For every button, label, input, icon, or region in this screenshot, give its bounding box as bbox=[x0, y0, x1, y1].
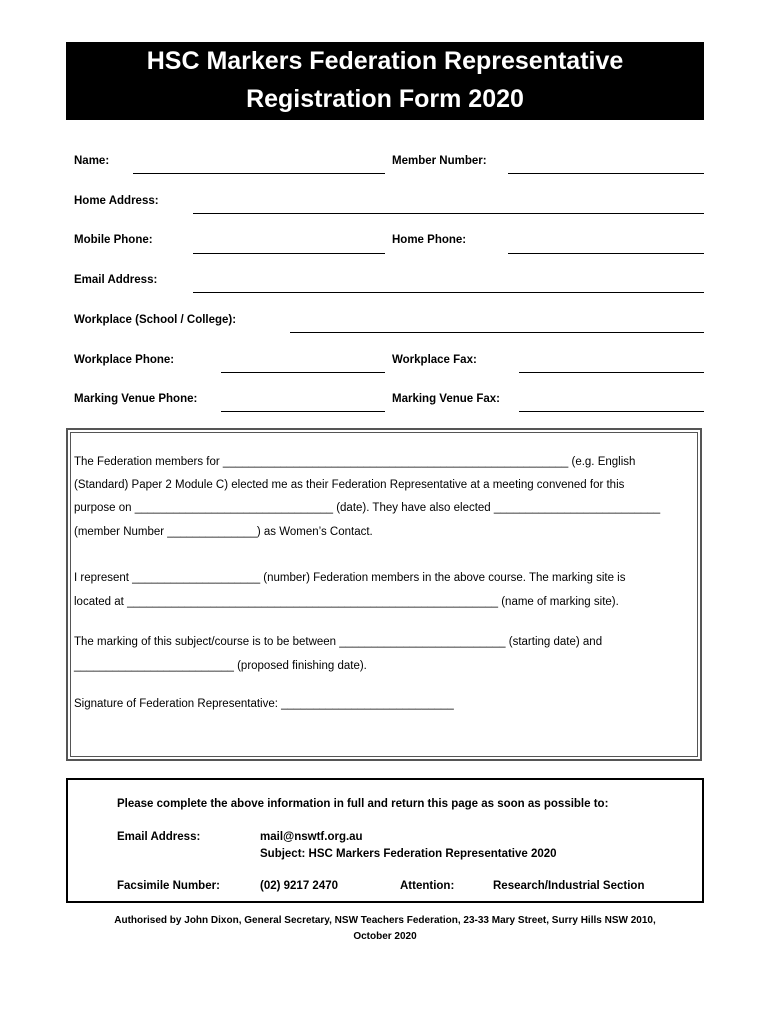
signature-line: Signature of Federation Representative: ___________________________ bbox=[74, 698, 454, 710]
workplace-fax-field[interactable] bbox=[519, 372, 704, 373]
workplace-label: Workplace (School / College): bbox=[74, 314, 237, 326]
marking-venue-fax-field[interactable] bbox=[519, 411, 704, 412]
member-number-field[interactable] bbox=[508, 173, 704, 174]
marking-venue-fax-label: Marking Venue Fax: bbox=[392, 393, 501, 405]
workplace-phone-field[interactable] bbox=[221, 372, 385, 373]
declaration-line-2: (Standard) Paper 2 Module C) elected me as their Federation Representative at a meeting convened for this bbox=[74, 479, 625, 491]
declaration-line-4: (member Number ______________) as Women’s Contact. bbox=[74, 526, 373, 538]
declaration-line-8: _________________________ (proposed finishing date). bbox=[74, 660, 367, 672]
contact-email-label: Email Address: bbox=[117, 831, 201, 843]
email-address-field[interactable] bbox=[193, 292, 704, 293]
name-field[interactable] bbox=[133, 173, 385, 174]
footer-date: October 2020 bbox=[353, 931, 417, 942]
email-address-label: Email Address: bbox=[74, 274, 158, 286]
fax-value: (02) 9217 2470 bbox=[260, 880, 339, 892]
marking-venue-phone-label: Marking Venue Phone: bbox=[74, 393, 198, 405]
name-label: Name: bbox=[74, 155, 110, 167]
mobile-phone-field[interactable] bbox=[193, 253, 385, 254]
workplace-fax-label: Workplace Fax: bbox=[392, 354, 477, 366]
attention-label: Attention: bbox=[400, 880, 455, 892]
member-number-label: Member Number: bbox=[392, 155, 487, 167]
workplace-field[interactable] bbox=[290, 332, 704, 333]
declaration-line-3: purpose on _______________________________ (date). They have also elected __________________________ bbox=[74, 502, 661, 514]
declaration-line-5: I represent ____________________ (number) Federation members in the above course. The marking site is bbox=[74, 572, 626, 584]
footer-authorisation: Authorised by John Dixon, General Secretary, NSW Teachers Federation, 23-33 Mary Street, Surry Hills NSW 2010, bbox=[114, 915, 656, 926]
attention-value: Research/Industrial Section bbox=[493, 880, 645, 892]
return-instruction: Please complete the above information in full and return this page as soon as possible to: bbox=[117, 798, 609, 810]
mobile-phone-label: Mobile Phone: bbox=[74, 234, 153, 246]
home-phone-label: Home Phone: bbox=[392, 234, 467, 246]
contact-subject: Subject: HSC Markers Federation Representative 2020 bbox=[260, 848, 557, 860]
home-phone-field[interactable] bbox=[508, 253, 704, 254]
marking-venue-phone-field[interactable] bbox=[221, 411, 385, 412]
fax-label: Facsimile Number: bbox=[117, 880, 220, 892]
home-address-field[interactable] bbox=[193, 213, 704, 214]
form-title-line1: HSC Markers Federation Representative bbox=[146, 47, 624, 75]
declaration-line-6: located at __________________________________________________________ (name of marking site). bbox=[74, 596, 619, 608]
declaration-box bbox=[66, 428, 702, 761]
workplace-phone-label: Workplace Phone: bbox=[74, 354, 175, 366]
home-address-label: Home Address: bbox=[74, 195, 159, 207]
declaration-line-1: The Federation members for ______________________________________________________ (e.g. English bbox=[74, 456, 636, 468]
form-title-line2: Registration Form 2020 bbox=[246, 85, 524, 113]
contact-email-value[interactable]: mail@nswtf.org.au bbox=[260, 831, 363, 843]
form-title bbox=[66, 42, 704, 120]
declaration-line-7: The marking of this subject/course is to be between __________________________ (starting date) and bbox=[74, 636, 603, 648]
